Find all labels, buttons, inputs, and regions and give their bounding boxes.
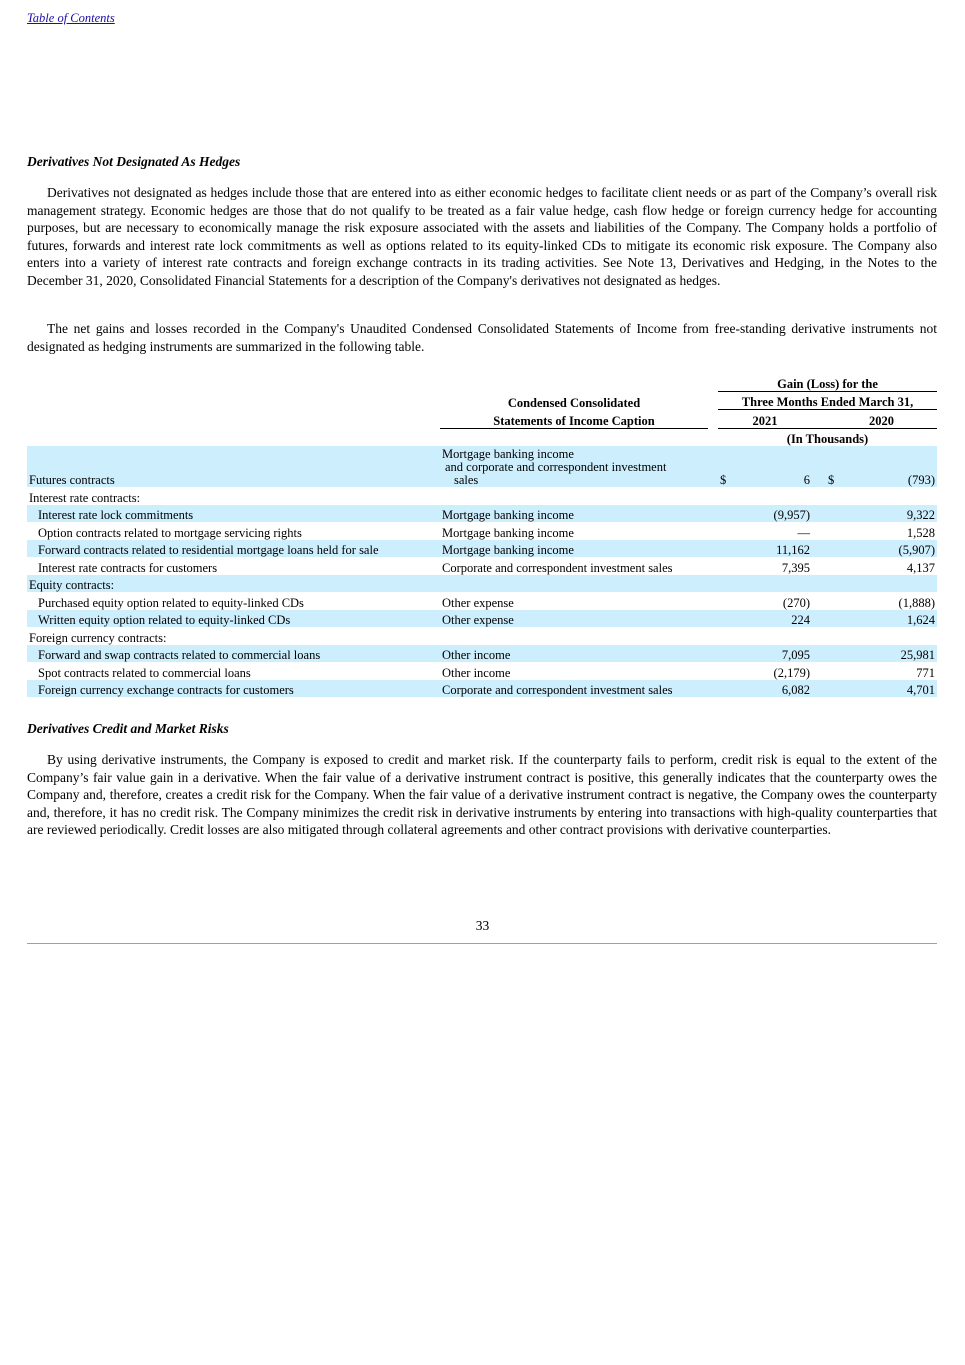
- value-2020: 1,624: [840, 610, 937, 628]
- value-2020: (1,888): [898, 595, 935, 610]
- row-caption: Other income: [440, 645, 708, 663]
- category-equity: Equity contracts:: [27, 575, 440, 593]
- header-units: (In Thousands): [786, 432, 869, 446]
- table-row: [27, 592, 937, 610]
- row-caption: Corporate and correspondent investment sales: [442, 560, 673, 575]
- header-gain-loss: Gain (Loss) for the: [718, 373, 937, 391]
- value-2021: 7,395: [781, 560, 810, 575]
- value-2020: 4,701: [840, 680, 937, 698]
- header-caption-line2: Statements of Income Caption: [440, 410, 708, 429]
- value-2020: (5,907): [840, 540, 937, 558]
- table-row-category: [27, 627, 937, 645]
- table-row: [27, 645, 937, 663]
- row-label: Interest rate contracts for customers: [38, 560, 218, 575]
- table-of-contents-link[interactable]: Table of Contents: [27, 11, 115, 25]
- value-2020: 1,528: [906, 525, 935, 540]
- value-2020: 771: [916, 665, 935, 680]
- row-label: Forward and swap contracts related to commercial loans: [27, 645, 440, 663]
- table-row: [27, 505, 937, 523]
- row-caption: Mortgage banking income: [442, 525, 574, 540]
- paragraph-credit-risk: By using derivative instruments, the Company is exposed to credit and market risk. If the counterparty fails to perform, credit risk is equal to the extent of the Company’s fair value gain in a derivative. When the fair value of a derivative instrument contract is positive, this generally indicates that the counterparty owes the Company and, therefore, creates a credit risk for the Company. When the fair value of a derivative instrument contract is negative, the Company owes the counterparty and, therefore, it has no credit risk. The Company minimizes the credit risk in derivative instruments by entering into transactions with high-quality counterparties that are reviewed periodically. Credit losses are also mitigated through collateral agreements and other contract provisions with derivative counterparties.: [27, 752, 937, 837]
- header-caption-line1: Condensed Consolidated: [507, 395, 641, 410]
- row-caption: Corporate and correspondent investment sales: [440, 680, 708, 698]
- value-2021: (270): [782, 595, 810, 610]
- table-row-category: [27, 575, 937, 593]
- value-2021: 7,095: [732, 645, 812, 663]
- row-label: Forward contracts related to residential mortgage loans held for sale: [27, 540, 440, 558]
- currency-symbol: $: [826, 446, 840, 487]
- table-row-futures: [27, 446, 937, 487]
- row-label: Written equity option related to equity-linked CDs: [27, 610, 440, 628]
- category-foreign-currency: Foreign currency contracts:: [29, 630, 167, 645]
- row-caption: Other income: [442, 665, 511, 680]
- table-row: [27, 557, 937, 575]
- value-2021: 6: [732, 446, 812, 487]
- table-row: [27, 662, 937, 680]
- value-2021: (2,179): [773, 665, 810, 680]
- section-heading-not-designated: Derivatives Not Designated As Hedges: [27, 154, 241, 169]
- value-2020: (793): [840, 446, 937, 487]
- header-year-2021: 2021: [718, 410, 812, 429]
- row-caption: [440, 446, 708, 487]
- row-label: Foreign currency exchange contracts for customers: [27, 680, 440, 698]
- row-label: Interest rate lock commitments: [27, 505, 440, 523]
- footer-divider: [27, 943, 937, 944]
- value-2021: —: [797, 525, 810, 540]
- section-heading-credit-market-risks: Derivatives Credit and Market Risks: [27, 721, 229, 736]
- paragraph-hedges-description: Derivatives not designated as hedges include those that are entered into as either economic hedges to facilitate client needs or as part of the Company’s overall risk management strategy. Economic hedges are those that do not qualify to be treated as a fair value hedge, cash flow hedge or foreign currency hedge for accounting purposes, but are necessary to economically manage the risk exposure associated with the assets and liabilities of the Company. The Company holds a portfolio of futures, forwards and interest rate lock commitments as well as options related to its equity-linked CDs to mitigate its economic risk exposure. The Company also enters into a variety of interest rate contracts and foreign exchange contracts in its trading activities. See Note 13, Derivatives and Hedging, in the Notes to the December 31, 2020, Consolidated Financial Statements for a description of the Company's derivatives not designated as hedges.: [27, 185, 937, 288]
- table-row: [27, 680, 937, 698]
- header-year-2020: 2020: [826, 410, 937, 429]
- value-2020: 9,322: [840, 505, 937, 523]
- header-period: Three Months Ended March 31,: [718, 391, 937, 410]
- value-2021: (9,957): [732, 505, 812, 523]
- table-row: [27, 540, 937, 558]
- value-2021: 224: [732, 610, 812, 628]
- row-label: Purchased equity option related to equity-linked CDs: [38, 595, 304, 610]
- caption-line: and corporate and correspondent investment: [445, 460, 667, 474]
- derivatives-gain-loss-table: [27, 373, 937, 697]
- page-number: 33: [475, 918, 490, 933]
- table-row: [27, 610, 937, 628]
- table-row: [27, 522, 937, 540]
- table-row-category: [27, 487, 937, 505]
- row-label: Option contracts related to mortgage servicing rights: [38, 525, 302, 540]
- value-2020: 4,137: [906, 560, 935, 575]
- row-label: Spot contracts related to commercial loans: [38, 665, 251, 680]
- row-caption: Mortgage banking income: [440, 540, 708, 558]
- row-caption: Mortgage banking income: [440, 505, 708, 523]
- caption-line: Mortgage banking income: [442, 447, 574, 461]
- value-2021: 11,162: [732, 540, 812, 558]
- value-2021: 6,082: [732, 680, 812, 698]
- category-interest-rate: Interest rate contracts:: [29, 490, 141, 505]
- row-caption: Other expense: [440, 610, 708, 628]
- row-label: Futures contracts: [27, 446, 440, 487]
- paragraph-net-gains-intro: The net gains and losses recorded in the Company's Unaudited Condensed Consolidated Statements of Income from free-standing derivative instruments not designated as hedging instruments are summarized in the following table.: [27, 321, 937, 354]
- value-2020: 25,981: [840, 645, 937, 663]
- row-caption: Other expense: [442, 595, 514, 610]
- currency-symbol: $: [718, 446, 732, 487]
- caption-line: sales: [454, 473, 479, 487]
